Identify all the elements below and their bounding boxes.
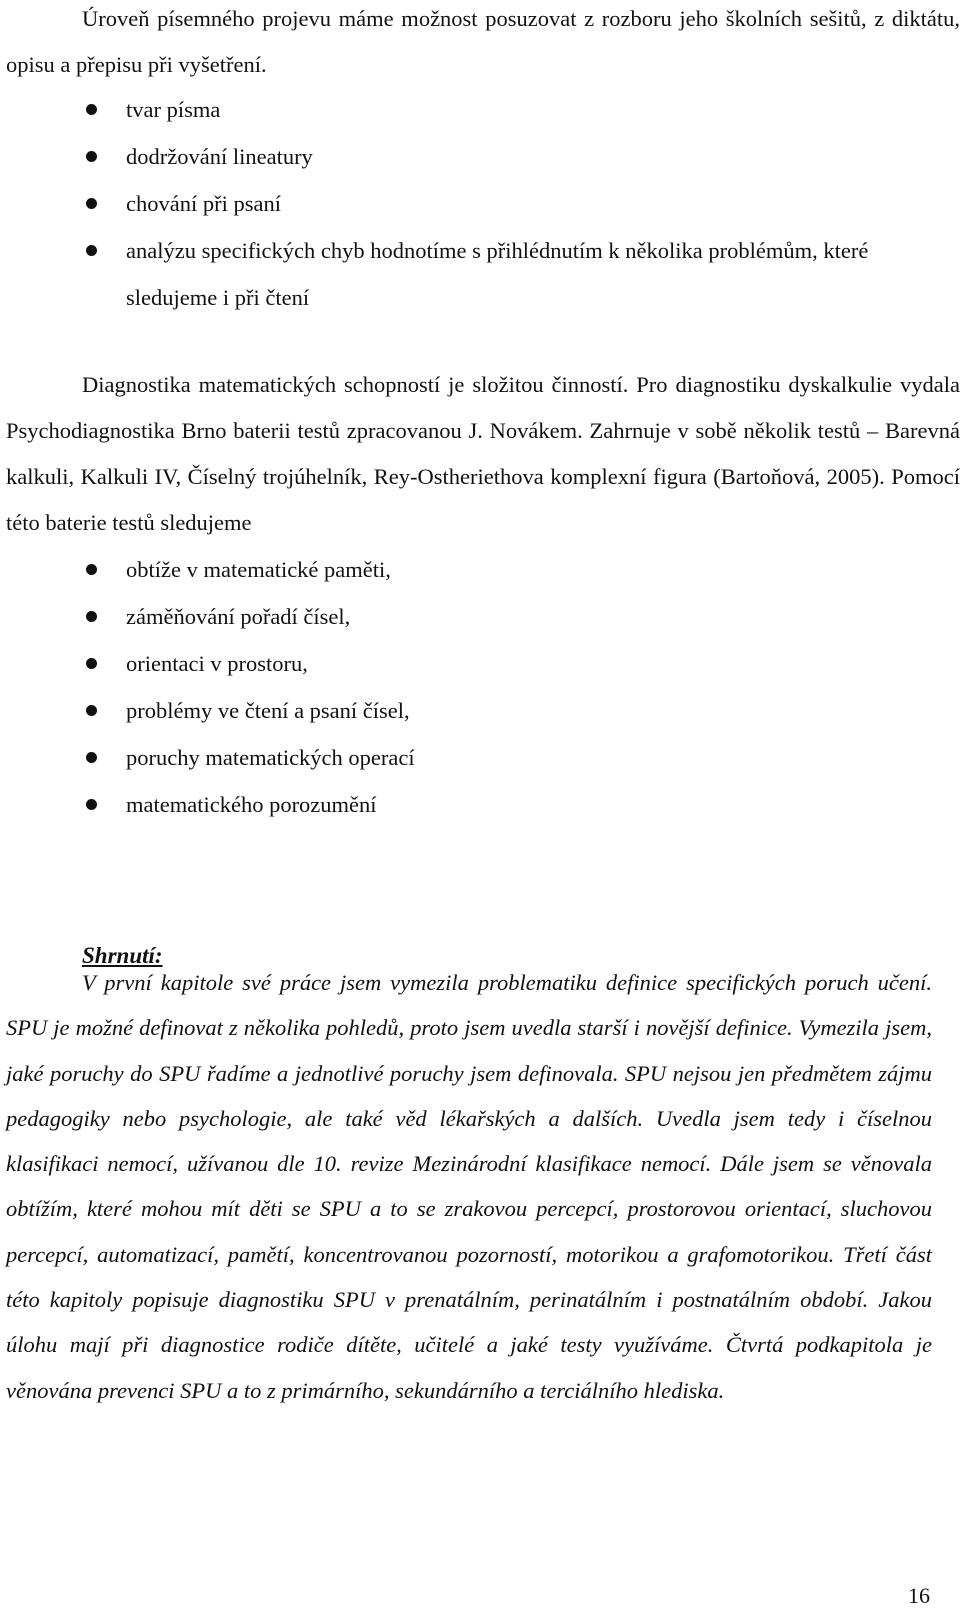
writing-assessment-list (0, 86, 950, 321)
list-item: problémy ve čtení a psaní čísel, (0, 687, 950, 734)
intro-paragraph: Úroveň písemného projevu máme možnost posuzovat z rozboru jeho školních sešitů, z diktátu, opisu a přepisu při vyšetření. (6, 6, 960, 77)
math-diagnostics-paragraph: Diagnostika matematických schopností je složitou činností. Pro diagnostiku dyskalkulie vydala Psychodiagnostika Brno baterii testů zpracovanou J. Novákem. Zahrnuje v sobě několik testů – Barevná kalkuli, Kalkuli IV, Číselný trojúhelník, Rey-Ostheriethova komplexní figura (Bartoňová, 2005). Pomocí této baterie testů sledujeme (6, 372, 960, 535)
bullet-icon (86, 104, 97, 115)
math-difficulties-list (0, 546, 950, 828)
bullet-icon (86, 752, 97, 763)
summary-heading: Shrnutí: (82, 943, 163, 968)
bullet-icon (86, 611, 97, 622)
page-number: 16 (908, 1583, 930, 1608)
list-item: tvar písma (0, 86, 950, 133)
list-item: poruchy matematických operací (0, 734, 950, 781)
list-item: obtíže v matematické paměti, (0, 546, 950, 593)
summary-paragraph: V první kapitole své práce jsem vymezila problematiku definice specifických poruch učení. SPU je možné definovat z několika pohledů, proto jsem uvedla starší i novější definice. Vymezila jsem, jaké poruchy do SPU řadíme a jednotlivé poruchy jsem definovala. SPU nejsou jen předmětem zájmu pedagogiky nebo psychologie, ale také věd lékařských a dalších. Uvedla jsem tedy i číselnou klasifikaci nemocí, užívanou dle 10. revize Mezinárodní klasifikace nemocí. Dále jsem se věnovala obtížím, které mohou mít děti se SPU a to se zrakovou percepcí, prostorovou orientací, sluchovou percepcí, automatizací, pamětí, koncentrovanou pozorností, motorikou a grafomotorikou. Třetí část této kapitoly popisuje diagnostiku SPU v prenatálním, perinatálním i postnatálním období. Jakou úlohu mají při diagnostice rodiče dítěte, učitelé a jaké testy využíváme. Čtvrtá podkapitola je věnována prevenci SPU a to z primárního, sekundárního a terciálního hlediska. (6, 970, 932, 1403)
bullet-icon (86, 799, 97, 810)
bullet-icon (86, 564, 97, 575)
bullet-icon (86, 245, 97, 256)
bullet-icon (86, 658, 97, 669)
list-item: analýzu specifických chyb hodnotíme s přihlédnutím k několika problémům, které sledujeme i při čtení (0, 227, 950, 321)
list-item: orientaci v prostoru, (0, 640, 950, 687)
bullet-icon (86, 151, 97, 162)
bullet-icon (86, 198, 97, 209)
bullet-icon (86, 705, 97, 716)
list-item: chování při psaní (0, 180, 950, 227)
list-item: matematického porozumění (0, 781, 950, 828)
list-item: záměňování pořadí čísel, (0, 593, 950, 640)
list-item: dodržování lineatury (0, 133, 950, 180)
